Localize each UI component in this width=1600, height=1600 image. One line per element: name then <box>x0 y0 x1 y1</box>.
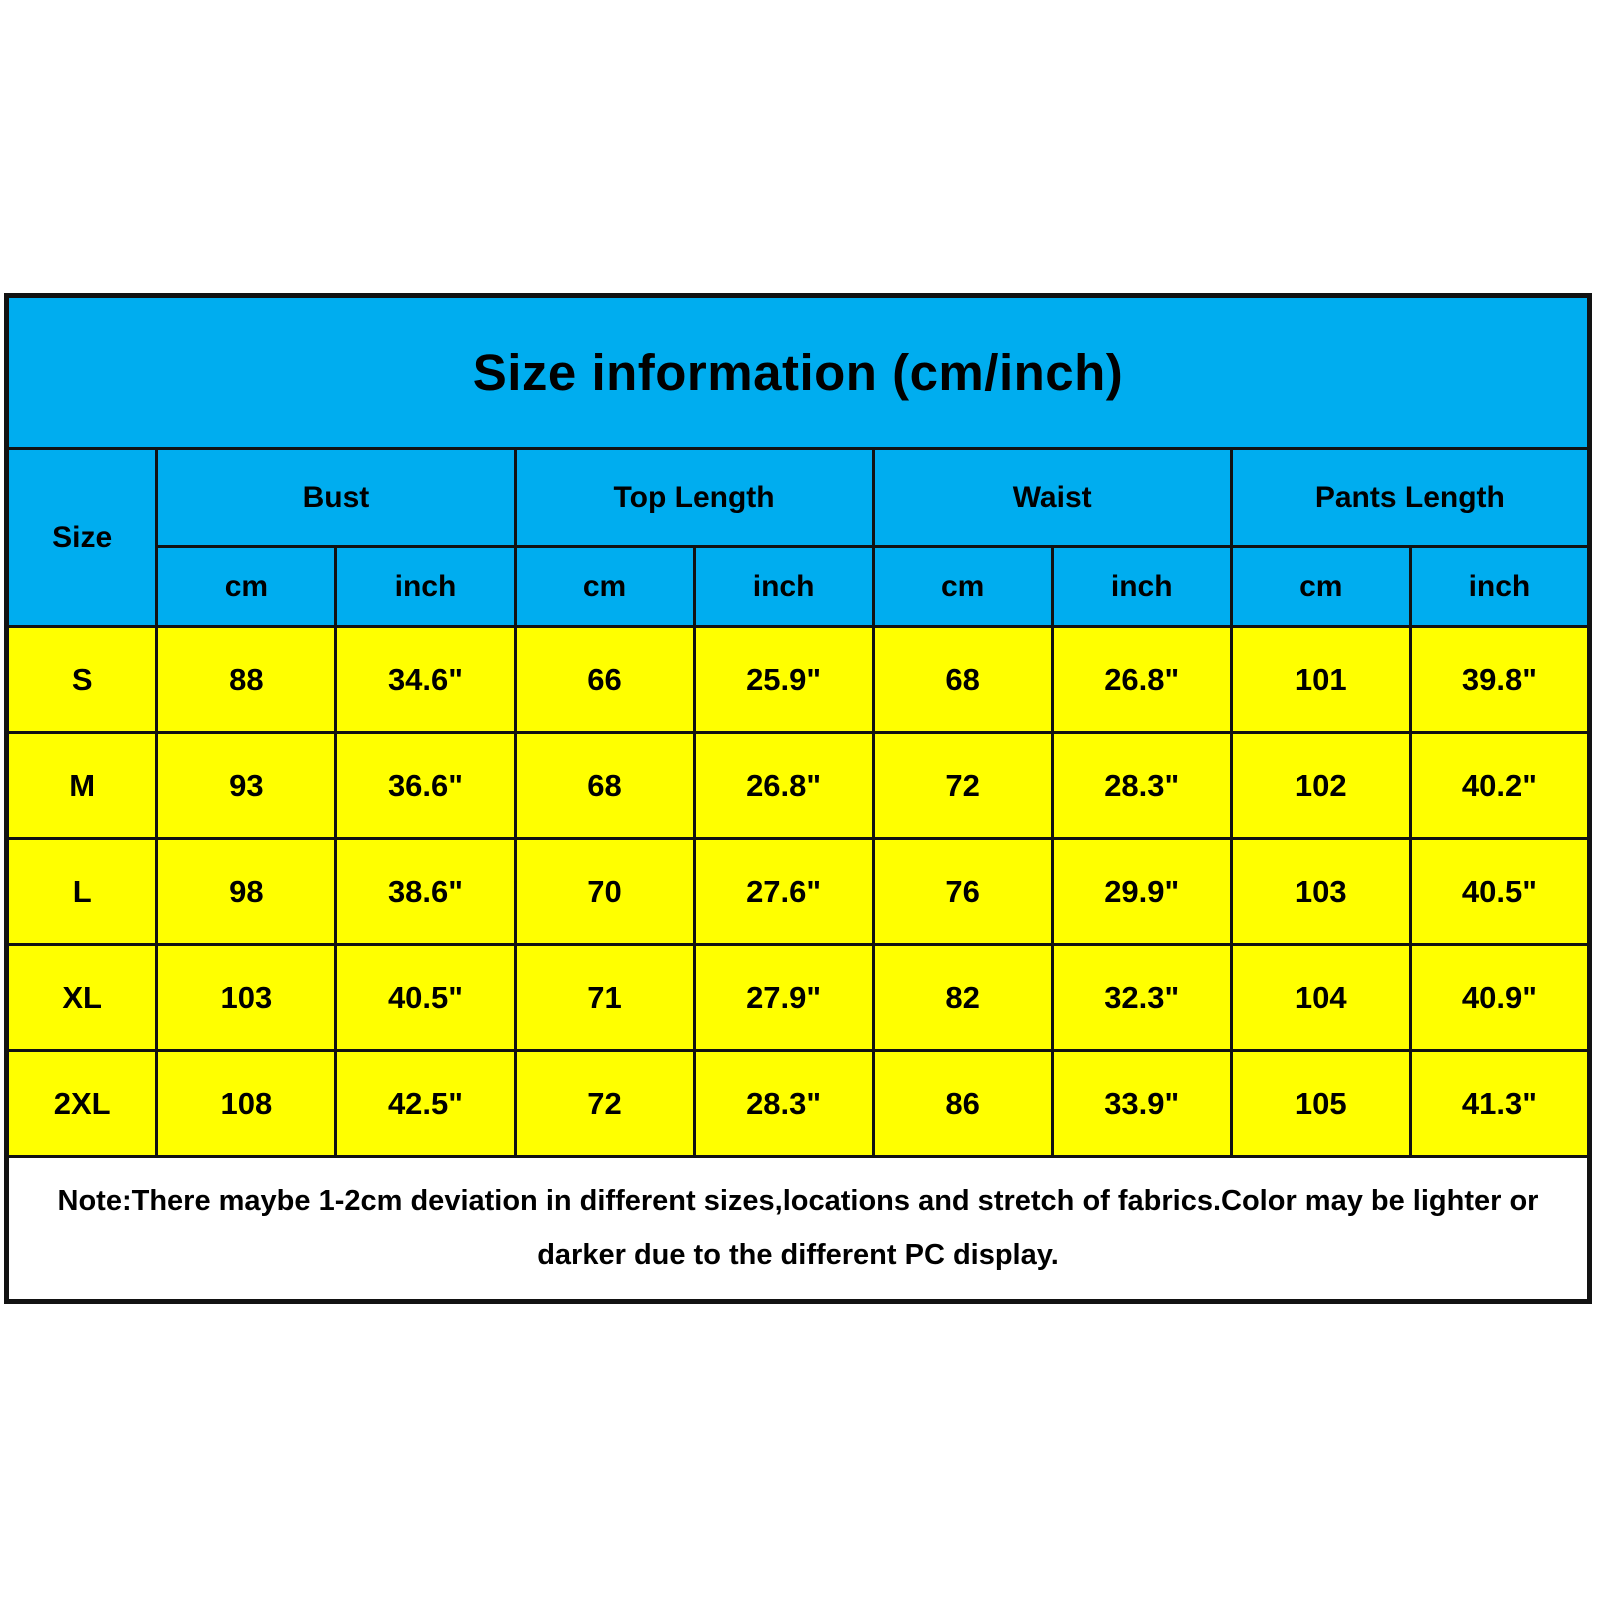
column-group-top-length: Top Length <box>515 449 873 547</box>
value-cell: 40.5" <box>1410 839 1589 945</box>
value-cell: 27.6" <box>694 839 873 945</box>
value-cell: 36.6" <box>336 733 515 839</box>
value-cell: 32.3" <box>1052 945 1231 1051</box>
value-cell: 103 <box>157 945 336 1051</box>
unit-header-bust-inch: inch <box>336 547 515 627</box>
column-header-size: Size <box>7 449 157 627</box>
size-chart-table <box>4 293 1592 1304</box>
table-row-2xl <box>7 1051 1590 1157</box>
value-cell: 76 <box>873 839 1052 945</box>
column-group-bust: Bust <box>157 449 515 547</box>
note-text: Note:There maybe 1-2cm deviation in different sizes,locations and stretch of fabrics.Color may be lighter or darker due to the different PC display. <box>7 1157 1590 1302</box>
value-cell: 88 <box>157 627 336 733</box>
value-cell: 33.9" <box>1052 1051 1231 1157</box>
value-cell: 26.8" <box>1052 627 1231 733</box>
value-cell: 25.9" <box>694 627 873 733</box>
value-cell: 40.2" <box>1410 733 1589 839</box>
size-cell: S <box>7 627 157 733</box>
value-cell: 98 <box>157 839 336 945</box>
unit-header-pants-cm: cm <box>1231 547 1410 627</box>
chart-title: Size information (cm/inch) <box>7 296 1590 449</box>
table-row-s <box>7 627 1590 733</box>
value-cell: 102 <box>1231 733 1410 839</box>
size-cell: XL <box>7 945 157 1051</box>
table-row-l <box>7 839 1590 945</box>
unit-header-top-inch: inch <box>694 547 873 627</box>
value-cell: 105 <box>1231 1051 1410 1157</box>
value-cell: 26.8" <box>694 733 873 839</box>
unit-header-waist-inch: inch <box>1052 547 1231 627</box>
unit-header-bust-cm: cm <box>157 547 336 627</box>
value-cell: 68 <box>515 733 694 839</box>
size-cell: 2XL <box>7 1051 157 1157</box>
value-cell: 42.5" <box>336 1051 515 1157</box>
value-cell: 72 <box>873 733 1052 839</box>
value-cell: 28.3" <box>694 1051 873 1157</box>
value-cell: 93 <box>157 733 336 839</box>
table-row-xl <box>7 945 1590 1051</box>
value-cell: 27.9" <box>694 945 873 1051</box>
value-cell: 40.5" <box>336 945 515 1051</box>
column-group-pants-length: Pants Length <box>1231 449 1589 547</box>
unit-header-pants-inch: inch <box>1410 547 1589 627</box>
value-cell: 104 <box>1231 945 1410 1051</box>
value-cell: 86 <box>873 1051 1052 1157</box>
value-cell: 66 <box>515 627 694 733</box>
value-cell: 68 <box>873 627 1052 733</box>
value-cell: 82 <box>873 945 1052 1051</box>
unit-header-top-cm: cm <box>515 547 694 627</box>
value-cell: 41.3" <box>1410 1051 1589 1157</box>
table-row-m <box>7 733 1590 839</box>
value-cell: 29.9" <box>1052 839 1231 945</box>
value-cell: 70 <box>515 839 694 945</box>
value-cell: 39.8" <box>1410 627 1589 733</box>
unit-header-waist-cm: cm <box>873 547 1052 627</box>
value-cell: 108 <box>157 1051 336 1157</box>
value-cell: 28.3" <box>1052 733 1231 839</box>
column-group-waist: Waist <box>873 449 1231 547</box>
value-cell: 71 <box>515 945 694 1051</box>
value-cell: 72 <box>515 1051 694 1157</box>
size-cell: M <box>7 733 157 839</box>
value-cell: 40.9" <box>1410 945 1589 1051</box>
value-cell: 103 <box>1231 839 1410 945</box>
value-cell: 38.6" <box>336 839 515 945</box>
size-cell: L <box>7 839 157 945</box>
value-cell: 34.6" <box>336 627 515 733</box>
value-cell: 101 <box>1231 627 1410 733</box>
